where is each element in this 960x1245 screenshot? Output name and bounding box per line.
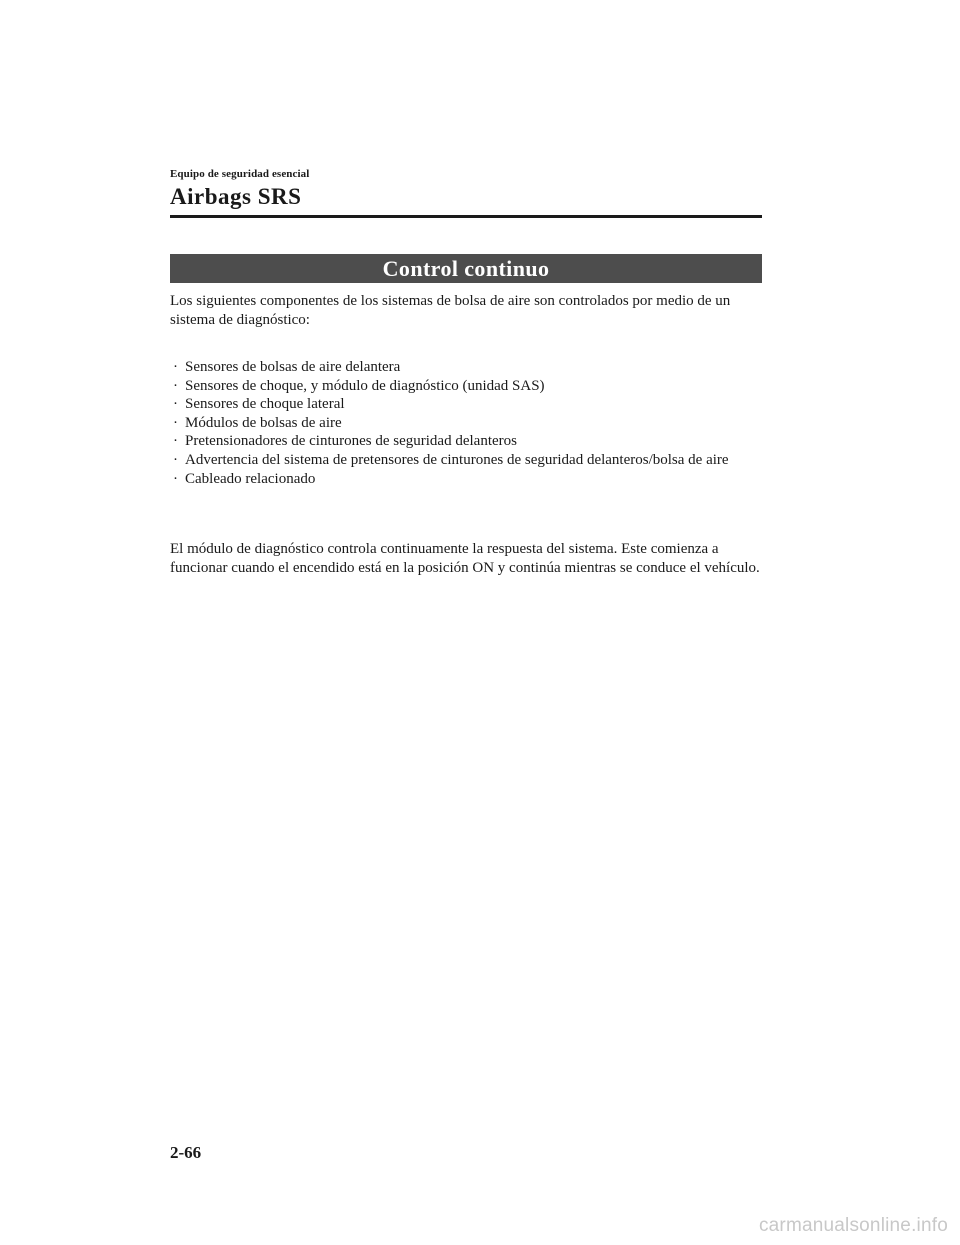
bullet-icon: ·: [173, 451, 178, 468]
bullet-icon: ·: [173, 470, 178, 487]
list-item: [170, 414, 762, 433]
component-list: [170, 358, 762, 488]
bullet-icon: ·: [173, 359, 178, 375]
list-item-text: Módulos de bolsas de aire: [185, 414, 342, 431]
list-item-text: Sensores de choque, y módulo de diagnóstico (unidad SAS): [185, 377, 545, 394]
list-item: [170, 395, 762, 414]
list-item: [170, 432, 762, 451]
list-item-text: Advertencia del sistema de pretensores de cinturones de seguridad delanteros/bolsa de aire: [185, 451, 729, 468]
page-number: 2-66: [170, 1143, 202, 1162]
list-item: [170, 470, 762, 489]
bullet-icon: ·: [173, 414, 178, 431]
bullet-icon: ·: [173, 433, 178, 450]
watermark: carmanualsonline.info: [758, 1215, 948, 1236]
section-banner: Control continuo: [170, 254, 762, 283]
list-item-text: Sensores de bolsas de aire delantera: [185, 359, 401, 375]
section-kicker: Equipo de seguridad esencial: [170, 168, 310, 180]
page-title: Airbags SRS: [170, 184, 302, 209]
intro-paragraph: Los siguientes componentes de los sistemas de bolsa de aire son controlados por medio de un sistema de diagnóstico:: [170, 293, 731, 328]
bullet-icon: ·: [173, 396, 178, 413]
list-item: [170, 451, 762, 470]
list-item: [170, 358, 762, 377]
list-item-text: Cableado relacionado: [185, 470, 316, 487]
list-item-text: Sensores de choque lateral: [185, 396, 345, 413]
closing-paragraph: El módulo de diagnóstico controla continuamente la respuesta del sistema. Este comienza a funcionar cuando el encendido está en la posición ON y continúa mientras se conduce el vehículo.: [170, 541, 760, 576]
title-divider: [170, 215, 762, 218]
list-item: [170, 377, 762, 396]
bullet-icon: ·: [173, 377, 178, 394]
list-item-text: Pretensionadores de cinturones de seguridad delanteros: [185, 433, 517, 450]
